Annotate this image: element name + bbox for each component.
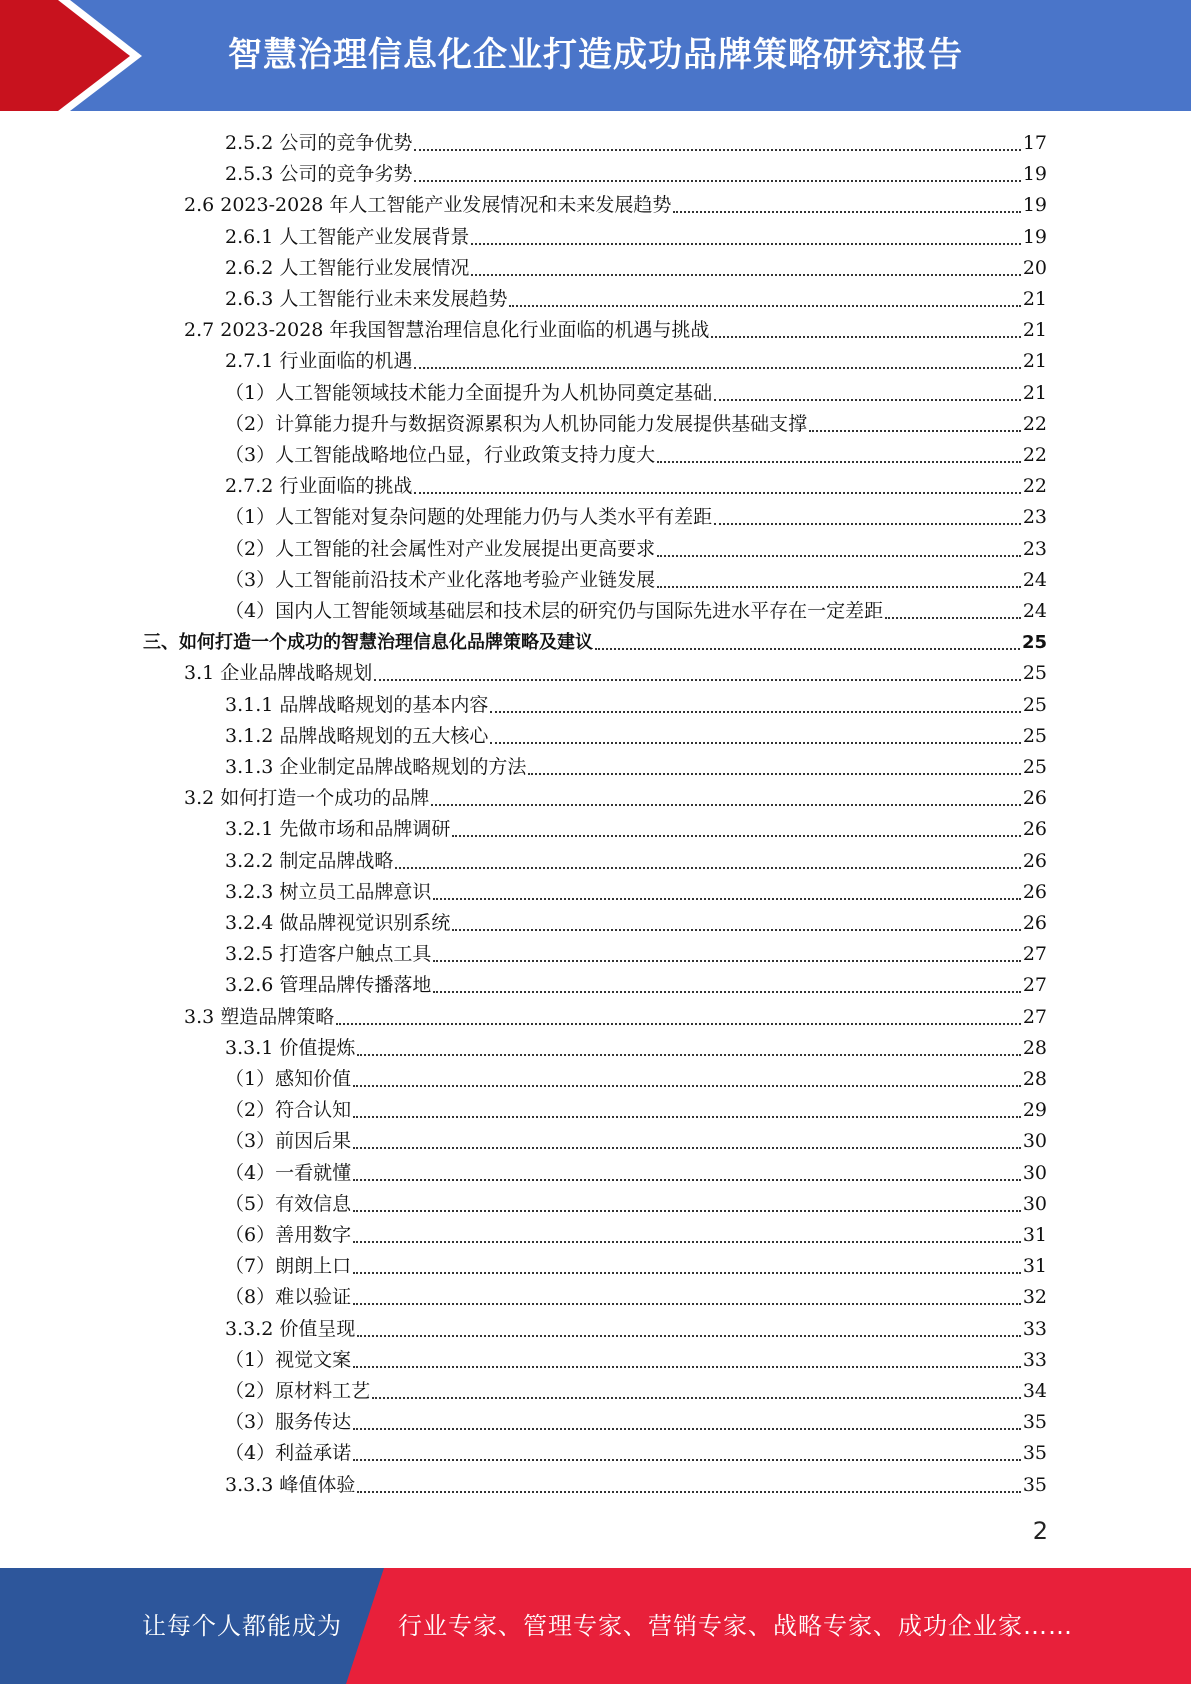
toc-leader-dots	[657, 555, 1021, 557]
toc-entry-label: 2.6.3 人工智能行业未来发展趋势	[225, 288, 508, 310]
toc-entry[interactable]	[225, 752, 1047, 783]
toc-entry[interactable]	[225, 1033, 1047, 1064]
toc-leader-dots	[452, 929, 1020, 931]
toc-leader-dots	[353, 1179, 1021, 1181]
toc-entry-page: 22	[1022, 412, 1047, 435]
toc-entry[interactable]	[225, 1376, 1047, 1407]
toc-entry[interactable]	[225, 877, 1047, 908]
toc-leader-dots	[353, 1459, 1021, 1461]
toc-entry-label: 2.7.2 行业面临的挑战	[225, 475, 413, 498]
toc-entry-label: 2.6.1 人工智能产业发展背景	[225, 225, 470, 248]
toc-entry-label: 3.2.6 管理品牌传播落地	[225, 974, 432, 997]
toc-leader-dots	[353, 1366, 1021, 1368]
toc-entry-label: 3.1.1 品牌战略规划的基本内容	[225, 693, 489, 716]
toc-entry-page: 19	[1022, 225, 1047, 248]
toc-entry-page: 24	[1022, 600, 1047, 622]
toc-leader-dots	[336, 1023, 1021, 1025]
toc-entry[interactable]	[225, 1345, 1047, 1376]
toc-entry[interactable]	[225, 1189, 1047, 1220]
toc-entry[interactable]	[225, 409, 1047, 440]
toc-leader-dots	[471, 243, 1020, 245]
toc-entry-label: 3.2.3 树立员工品牌意识	[225, 880, 432, 903]
toc-entry-page: 22	[1022, 444, 1047, 466]
toc-entry-page: 34	[1022, 1380, 1047, 1402]
toc-entry-label: （1）感知价值	[225, 1068, 352, 1090]
toc-leader-dots	[414, 180, 1020, 182]
toc-entry-label: （4）一看就懂	[225, 1161, 352, 1184]
toc-entry-label: （7）朗朗上口	[225, 1255, 352, 1278]
page-number: 2	[1032, 1517, 1048, 1545]
toc-entry[interactable]	[143, 627, 1047, 658]
toc-leader-dots	[353, 1303, 1021, 1305]
toc-entry-page: 26	[1022, 849, 1047, 872]
toc-leader-dots	[353, 1147, 1021, 1149]
toc-entry-page: 20	[1022, 256, 1047, 279]
toc-leader-dots	[657, 586, 1021, 588]
toc-entry-page: 31	[1022, 1224, 1047, 1246]
footer-slogan-right: 行业专家、管理专家、营销专家、战略专家、成功企业家……	[398, 1612, 1073, 1640]
toc-entry[interactable]	[225, 1407, 1047, 1438]
toc-entry-page: 21	[1022, 381, 1047, 404]
toc-entry[interactable]	[225, 1220, 1047, 1251]
toc-entry-label: 3.2 如何打造一个成功的品牌	[184, 787, 430, 810]
toc-entry-page: 26	[1022, 787, 1047, 810]
toc-entry-page: 21	[1022, 288, 1047, 310]
toc-entry[interactable]	[184, 1002, 1047, 1033]
toc-entry-label: 3.2.1 先做市场和品牌调研	[225, 818, 451, 841]
toc-leader-dots	[433, 898, 1020, 900]
toc-entry-label: 3.3.3 峰值体验	[225, 1473, 356, 1496]
toc-leader-dots	[490, 711, 1020, 713]
toc-entry[interactable]	[225, 128, 1047, 159]
toc-entry-label: 2.6 2023-2028 年人工智能产业发展情况和未来发展趋势	[184, 194, 672, 217]
toc-entry-page: 35	[1022, 1473, 1047, 1496]
toc-leader-dots	[357, 1054, 1020, 1056]
toc-entry[interactable]	[225, 253, 1047, 284]
toc-entry-label: （2）人工智能的社会属性对产业发展提出更高要求	[225, 537, 656, 560]
toc-leader-dots	[673, 211, 1020, 213]
toc-leader-dots	[414, 492, 1020, 494]
toc-entry-label: 3.2.4 做品牌视觉识别系统	[225, 912, 451, 934]
toc-entry-label: 2.5.2 公司的竞争优势	[225, 132, 413, 154]
toc-leader-dots	[353, 1116, 1021, 1118]
toc-entry-label: 2.6.2 人工智能行业发展情况	[225, 256, 470, 279]
toc-entry[interactable]	[225, 596, 1047, 627]
toc-leader-dots	[414, 149, 1020, 151]
toc-entry-page: 35	[1022, 1442, 1047, 1465]
toc-leader-dots	[657, 461, 1021, 463]
toc-leader-dots	[885, 617, 1021, 619]
toc-entry-page: 26	[1022, 912, 1047, 934]
toc-entry[interactable]	[225, 502, 1047, 533]
toc-entry[interactable]	[225, 378, 1047, 409]
toc-entry[interactable]	[225, 1314, 1047, 1345]
toc-leader-dots	[353, 1085, 1021, 1087]
toc-entry[interactable]	[225, 1158, 1047, 1189]
toc-entry[interactable]	[225, 284, 1047, 315]
toc-entry[interactable]	[225, 1095, 1047, 1126]
toc-entry[interactable]	[225, 222, 1047, 253]
toc-entry-page: 28	[1022, 1068, 1047, 1090]
toc-entry-page: 25	[1022, 662, 1047, 685]
toc-entry-label: （3）人工智能战略地位凸显，行业政策支持力度大	[225, 444, 656, 466]
toc-leader-dots	[509, 305, 1020, 307]
toc-leader-dots	[433, 991, 1020, 993]
toc-entry-label: （6）善用数字	[225, 1224, 352, 1246]
toc-leader-dots	[357, 1491, 1020, 1493]
toc-entry-page: 22	[1022, 475, 1047, 498]
toc-entry-label: （8）难以验证	[225, 1286, 352, 1309]
toc-entry-label: 2.7 2023-2028 年我国智慧治理信息化行业面临的机遇与挑战	[184, 319, 710, 342]
toc-entry-page: 25	[1022, 756, 1047, 778]
toc-entry-label: 2.5.3 公司的竞争劣势	[225, 163, 413, 186]
toc-entry-label: 3.1.2 品牌战略规划的五大核心	[225, 724, 489, 747]
toc-leader-dots	[353, 1272, 1021, 1274]
toc-entry-page: 19	[1022, 163, 1047, 186]
toc-leader-dots	[374, 679, 1021, 681]
toc-entry[interactable]	[225, 471, 1047, 502]
toc-leader-dots	[431, 804, 1021, 806]
toc-entry-label: （3）前因后果	[225, 1130, 352, 1153]
toc-entry[interactable]	[225, 721, 1047, 752]
toc-leader-dots	[372, 1397, 1021, 1399]
toc-entry[interactable]	[225, 1251, 1047, 1282]
toc-entry-label: 3.1 企业品牌战略规划	[184, 662, 373, 685]
toc-entry[interactable]	[225, 1126, 1047, 1157]
toc-entry[interactable]	[184, 658, 1047, 689]
toc-entry-page: 30	[1022, 1192, 1047, 1215]
footer-slogan-left: 让每个人都能成为	[142, 1612, 342, 1640]
toc-leader-dots	[471, 274, 1020, 276]
toc-entry-page: 21	[1022, 319, 1047, 342]
toc-entry-label: 3.2.2 制定品牌战略	[225, 849, 394, 872]
toc-entry-page: 25	[1022, 693, 1047, 716]
toc-entry-page: 28	[1022, 1036, 1047, 1059]
toc-entry-label: （2）计算能力提升与数据资源累积为人机协同能力发展提供基础支撑	[225, 412, 808, 435]
toc-leader-dots	[452, 835, 1020, 837]
toc-entry[interactable]	[225, 1064, 1047, 1095]
toc-entry[interactable]	[184, 190, 1047, 221]
toc-leader-dots	[353, 1241, 1021, 1243]
toc-entry-page: 17	[1022, 132, 1047, 154]
toc-entry-label: 2.7.1 行业面临的机遇	[225, 350, 413, 373]
toc-entry-page: 19	[1022, 194, 1047, 217]
toc-entry-page: 26	[1022, 880, 1047, 903]
toc-leader-dots	[353, 1210, 1021, 1212]
header-band	[0, 0, 1191, 111]
toc-entry-page: 29	[1022, 1099, 1047, 1122]
toc-entry[interactable]	[225, 346, 1047, 377]
toc-entry-page: 24	[1022, 568, 1047, 591]
toc-entry-page: 35	[1022, 1411, 1047, 1434]
toc-leader-dots	[490, 742, 1020, 744]
toc-leader-dots	[357, 1335, 1020, 1337]
toc-entry[interactable]	[225, 690, 1047, 721]
toc-entry-page: 23	[1022, 537, 1047, 560]
toc-entry-page: 23	[1022, 506, 1047, 529]
toc-entry-page: 30	[1022, 1161, 1047, 1184]
toc-entry-label: （1）人工智能对复杂问题的处理能力仍与人类水平有差距	[225, 506, 713, 529]
toc-entry-page: 27	[1022, 974, 1047, 997]
toc-entry[interactable]	[225, 814, 1047, 845]
toc-entry-label: 3.3.2 价值呈现	[225, 1317, 356, 1340]
toc-entry[interactable]	[225, 908, 1047, 939]
toc-leader-dots	[414, 367, 1020, 369]
toc-entry[interactable]	[184, 315, 1047, 346]
toc-leader-dots	[714, 523, 1021, 525]
toc-entry-page: 21	[1022, 350, 1047, 373]
toc-entry-label: 3.3.1 价值提炼	[225, 1036, 356, 1059]
toc-leader-dots	[433, 960, 1020, 962]
toc-leader-dots	[395, 867, 1020, 869]
toc-entry[interactable]	[225, 846, 1047, 877]
toc-entry-page: 33	[1022, 1348, 1047, 1371]
toc-entry-label: （2）符合认知	[225, 1099, 352, 1122]
toc-entry[interactable]	[225, 939, 1047, 970]
footer-band	[0, 1568, 1191, 1684]
toc-entry[interactable]	[225, 970, 1047, 1001]
toc-entry-label: （2）原材料工艺	[225, 1380, 371, 1402]
toc-entry-label: （1）视觉文案	[225, 1348, 352, 1371]
toc-entry-page: 33	[1022, 1317, 1047, 1340]
toc-entry-label: 3.3 塑造品牌策略	[184, 1005, 335, 1028]
toc-entry-label: （1）人工智能领域技术能力全面提升为人机协同奠定基础	[225, 381, 713, 404]
toc-leader-dots	[809, 430, 1021, 432]
toc-entry-label: 3.1.3 企业制定品牌战略规划的方法	[225, 756, 527, 778]
toc-leader-dots	[595, 648, 1020, 650]
toc-entry[interactable]	[225, 1282, 1047, 1313]
toc-entry-label: （3）人工智能前沿技术产业化落地考验产业链发展	[225, 568, 656, 591]
toc-entry[interactable]	[225, 1438, 1047, 1469]
toc-entry-page: 27	[1022, 1005, 1047, 1028]
toc-entry[interactable]	[225, 534, 1047, 565]
toc-entry-label: （4）利益承诺	[225, 1442, 352, 1465]
toc-entry-page: 27	[1022, 943, 1047, 966]
toc-entry-label: （5）有效信息	[225, 1192, 352, 1215]
toc-entry-page: 31	[1022, 1255, 1047, 1278]
toc-entry[interactable]	[225, 159, 1047, 190]
toc-entry[interactable]	[225, 565, 1047, 596]
toc-entry[interactable]	[225, 1470, 1047, 1501]
toc-entry-page: 25	[1021, 632, 1047, 654]
toc-entry-label: 3.2.5 打造客户触点工具	[225, 943, 432, 966]
document-title: 智慧治理信息化企业打造成功品牌策略研究报告	[228, 35, 963, 75]
toc-entry[interactable]	[184, 783, 1047, 814]
toc-leader-dots	[528, 773, 1020, 775]
toc-leader-dots	[711, 336, 1020, 338]
toc-entry[interactable]	[225, 440, 1047, 471]
toc-entry-page: 25	[1022, 724, 1047, 747]
toc-entry-label: （4）国内人工智能领域基础层和技术层的研究仍与国际先进水平存在一定差距	[225, 600, 884, 622]
toc-entry-page: 26	[1022, 818, 1047, 841]
toc-leader-dots	[353, 1428, 1021, 1430]
toc-entry-page: 32	[1022, 1286, 1047, 1309]
toc-entry-page: 30	[1022, 1130, 1047, 1153]
toc-leader-dots	[714, 399, 1021, 401]
toc-entry-label: （3）服务传达	[225, 1411, 352, 1434]
toc-entry-label: 三、如何打造一个成功的智慧治理信息化品牌策略及建议	[143, 632, 593, 654]
